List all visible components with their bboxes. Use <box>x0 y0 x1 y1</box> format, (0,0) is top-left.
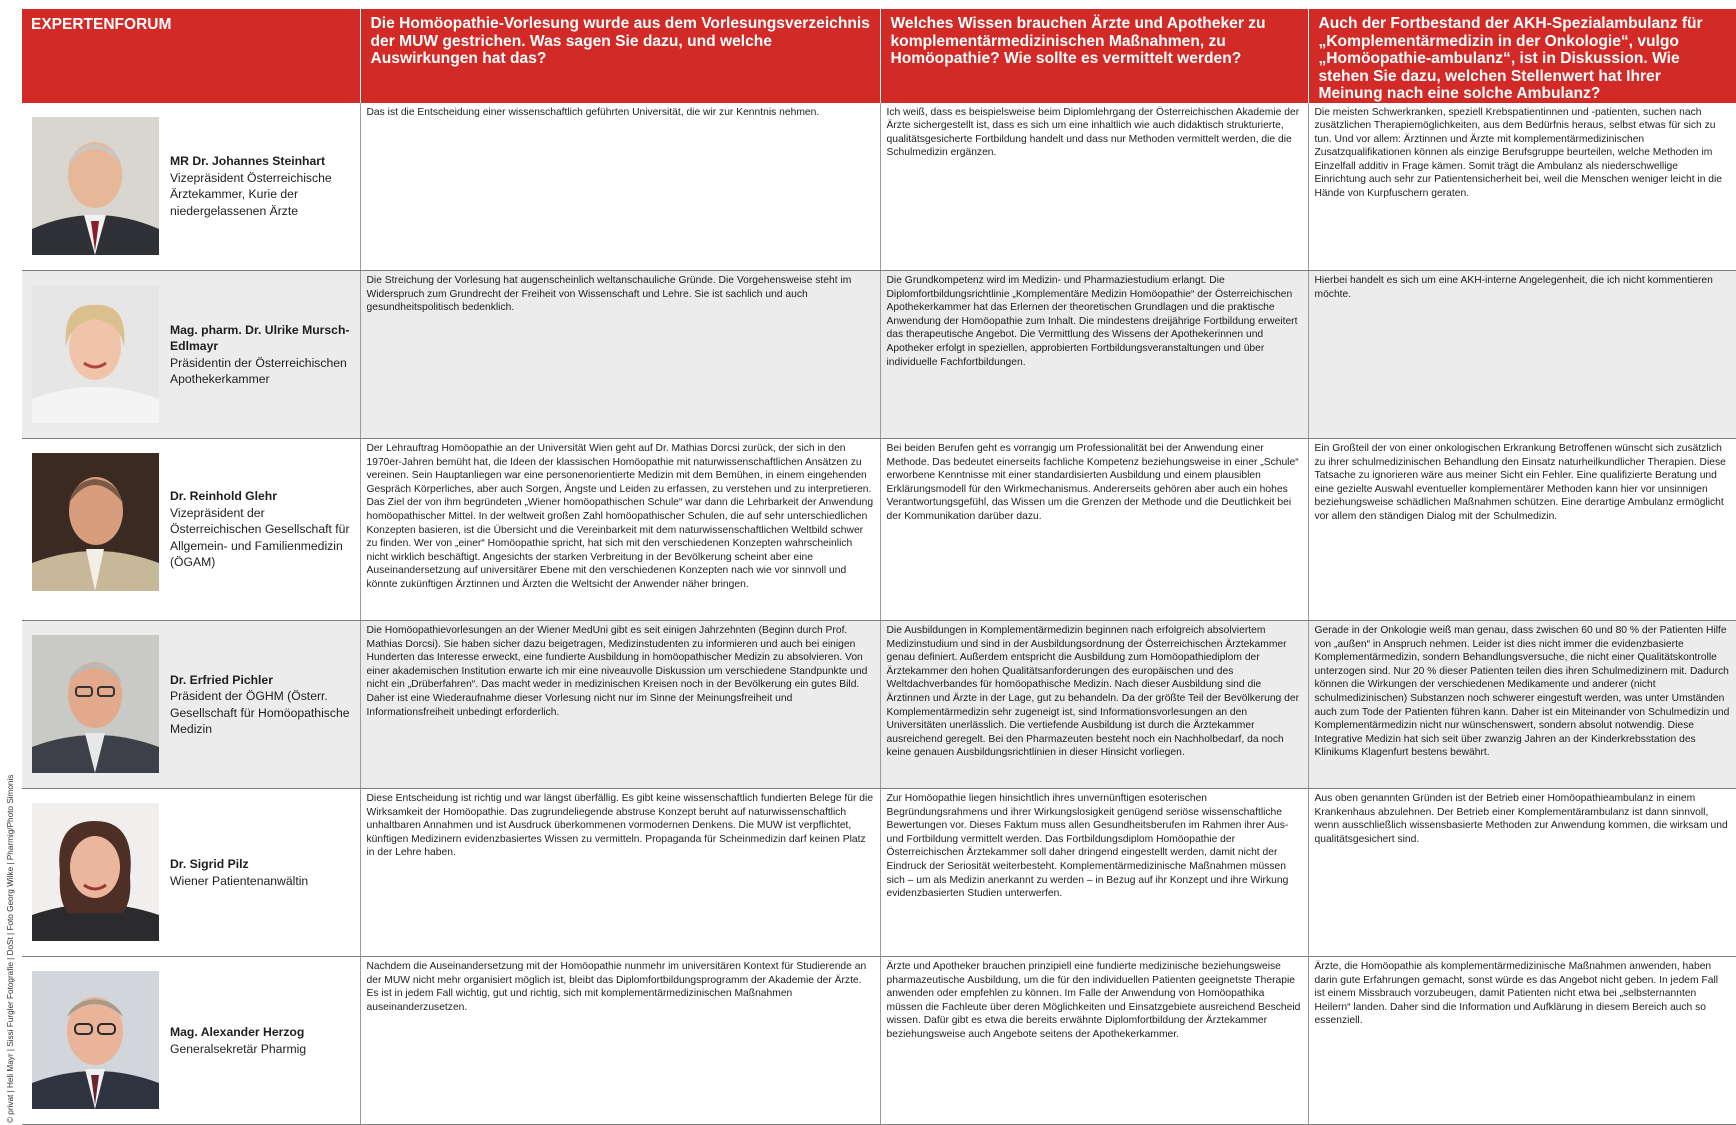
question-1: Die Homöopathie-Vorlesung wurde aus dem Vorlesungsverzeichnis der MUW gestrichen. Was sagen Sie dazu, und welche Auswirkungen hat das? <box>360 9 880 103</box>
answer-cell: Bei beiden Berufen geht es vorrangig um Professionalität bei der Anwendung einer Methode. Das bedeutet einerseits fachliche Kompetenz beziehungsweise in einer „Schule“ erworbene Kenntnisse mit einer standardisierten Ausbildung und einem plausiblen Erklärungsmodell für den Wirkmechanismus. Andererseits gehören aber auch ein hohes Verantwortungsgefühl, das Wissen um die Grenzen der Methode und die Deutlichkeit bei der Kommunikation darüber dazu. <box>880 439 1308 621</box>
answer-cell: Der Lehrauftrag Homöopathie an der Universität Wien geht auf Dr. Mathias Dorcsi zurück, der sich in den 1970er-Jahren bemüht hat, die Ideen der klassischen Homöopathie mit naturwissenschaftlichen Ansätzen zu vereinen. Sein Hauptanliegen war eine personenorientierte Medizin mit dem Bemühen, in einem eingehenden Gespräch Körperliches, aber auch Sorgen, Ängste und Leiden zu erfassen, zu verstehen und zu interpretieren. Das Ziel der von ihm begründeten „Wiener homöopathischen Schule“ war dann die Lehrbarkeit der Anwendung homöopathischer Mittel. In der weltweit großen Zahl homöopathischer Schulen, die auf sehr unterschiedlichen Konzepten basieren, ist die Übersicht und die Vereinbarkeit mit dem naturwissenschaftlichen Weltbild schwer zu finden. Wer von „einer“ Homöopathie spricht, hat sich mit den verschiedenen Konzepten wahrscheinlich nicht wirklich beschäftigt. Angesichts der starken Verbreitung in der Bevölkerung scheint aber eine Auseinandersetzung auf universitärer Ebene mit den verschiedenen Konzepten nach wie vor sinnvoll und könnte zukünftigen Ärztinnen und Ärzten die Weltsicht der Anwender näher bringen. <box>360 439 880 621</box>
expert-photo <box>32 635 159 773</box>
expert-role: Präsidentin der Österreichischen Apothekerkammer <box>170 355 347 386</box>
answer-cell: Die Streichung der Vorlesung hat augenscheinlich weltanschauliche Gründe. Die Vorgehensweise steht im Widerspruch zum Grundrecht der Freiheit von Wissenschaft und Lehre. Sie ist sachlich und auch gesundheitspolitisch bedenklich. <box>360 271 880 439</box>
expert-cell <box>22 271 360 439</box>
forum-title: EXPERTENFORUM <box>22 9 360 103</box>
expert-name: Mag. Alexander Herzog <box>170 1025 305 1039</box>
table-row <box>22 103 1736 271</box>
expert-role: Generalsekretär Pharmig <box>170 1041 307 1056</box>
expert-photo <box>32 453 159 591</box>
answer-cell: Ärzte und Apotheker brauchen prinzipiell eine fundierte medizinische beziehungsweise pharmazeutische Ausbildung, um die für den individuellen Patienten geeignetste Therapie anwenden oder empfehlen zu können. Im Falle der Anwendung von Homöopathika müssen die Fachleute über deren Möglichkeiten und Einsatzgebiete ausreichend Bescheid wissen. Dafür gibt es etwa die bereits erwähnte Diplomfortbildung der Ärztekammer beziehungsweise auch Angebote seitens der Apothekerkammer. <box>880 957 1308 1125</box>
expert-name: Dr. Reinhold Glehr <box>170 489 277 504</box>
answer-cell: Nachdem die Auseinandersetzung mit der Homöopathie nunmehr im universitären Kontext für Studierende an der MUW nicht mehr organisiert möglich ist, bleibt das Diplomfortbildungsprogramm der Akademie der Ärzte. Es ist in jedem Fall wichtig, gut und richtig, sich mit komplementärmedizinischen Maßnahmen auseinanderzusetzen. <box>360 957 880 1125</box>
forum-grid <box>22 9 1736 1125</box>
expert-forum-table <box>22 9 1736 1123</box>
answer-cell: Die Ausbildungen in Komplementärmedizin beginnen nach erfolgreich absolviertem Medizinstudium und sind in der Ausbildungsordnung der Österreichischen Ärztekammer genau definiert. Außerdem entspricht die Ausbildung zum Homöopathiediplom der Ärztekammer den hohen Qualitätsanforderungen des europäischen und des Weltdachverbandes für homöopathische Medizin. Nach dieser Ausbildung sind die Ärztinnen und Ärzte in der Lage, gut zu behandeln. Da der größte Teil der Bevölkerung der Komplementärmedizin sehr zugeneigt ist, sind Informationsvorlesungen an den Universitäten unerlässlich. Die vertiefende Ausbildung ist durch die Ärztekammer ausreichend geregelt. Bei den Pharmazeuten besteht noch ein Nachholbedarf, da noch keine genauen Ausbildungsrichtlinien in dieser Hinsicht vorliegen. <box>880 621 1308 789</box>
expert-role: Vizepräsident der Österreichischen Gesellschaft für Allgemein- und Familienmedizin (ÖGAM) <box>170 505 350 570</box>
expert-cell <box>22 439 360 621</box>
photo-credit <box>0 745 16 1123</box>
table-row <box>22 621 1736 789</box>
expert-cell <box>22 103 360 271</box>
answer-cell: Das ist die Entscheidung einer wissenschaftlich geführten Universität, die wir zur Kenntnis nehmen. <box>360 103 880 271</box>
expert-name: Mag. pharm. Dr. Ulrike Mursch-Edlmayr <box>170 322 350 353</box>
expert-photo <box>32 971 159 1109</box>
header-row <box>22 9 1736 103</box>
question-2: Welches Wissen brauchen Ärzte und Apotheker zu komplementärmedizinischen Maßnahmen, zu Homöopathie? Wie sollte es vermittelt werden? <box>880 9 1308 103</box>
table-row <box>22 957 1736 1125</box>
expert-photo <box>32 285 159 423</box>
answer-cell: Aus oben genannten Gründen ist der Betrieb einer Homöopathieambulanz in einem Krankenhaus abzulehnen. Der Betrieb einer Komplementärambulanz ist dann sinnvoll, wenn ausschließlich wissensbasierte Methoden zur Anwendung kommen, die wirksam und qualitätsgesichert sind. <box>1308 789 1736 957</box>
photo-credit-text: © privat | Heli Mayr | Sissi Furgler Fotografie | DoSt | Foto Georg Wilke | Pharmig/Photo Simonis <box>6 774 15 1123</box>
expert-role: Präsident der ÖGHM (Österr. Gesellschaft für Homöopathische Medizin <box>170 689 350 736</box>
expert-role: Wiener Patientenanwältin <box>170 873 309 888</box>
answer-cell: Hierbei handelt es sich um eine AKH-interne Angelegenheit, die ich nicht kommentieren möchte. <box>1308 271 1736 439</box>
answer-cell: Ärzte, die Homöopathie als komplementärmedizinische Maßnahmen anwenden, haben darin gute Erfahrungen gemacht, sonst würde es das Angebot nicht geben. In jedem Fall ist einem Missbrauch vorzubeugen, damit Patienten nicht etwa bei „selbsternannten Heilern“ landen. Daher sind die Information und Aufklärung in diesem Bereich auch so essenziell. <box>1308 957 1736 1125</box>
expert-cell <box>22 621 360 789</box>
expert-name: Dr. Erfried Pichler <box>170 672 273 687</box>
answer-cell: Gerade in der Onkologie weiß man genau, dass zwischen 60 und 80 % der Patienten Hilfe von „außen“ in Anspruch nehmen. Leider ist dies nicht immer die evidenzbasierte Komplementärmedizin, sondern Behandlungsversuche, die nicht einer Qualitätskontrolle unterzogen sind. Nur 20 % dieser Patienten teilen dies ihren Schulmedizinern mit. Dadurch können die Wirkungen der verschiedenen Medikamente und anderer (nicht schulmedizinischen) Substanzen noch schwerer eingestuft werden, was unter Umständen auch zum Tode der Patienten führen kann. Daher ist ein Miteinander von Schulmedizin und Komplementärmedizin nicht nur wünschenswert, sondern absolut notwendig. Diese Integrative Medizin hat sich seit über zwanzig Jahren an der Kinderkrebsstation des Klinikums Klagenfurt bestens bewährt. <box>1308 621 1736 789</box>
expert-name: Dr. Sigrid Pilz <box>170 857 249 871</box>
expert-role: Vizepräsident Österreichische Ärztekammer, Kurie der niedergelassenen Ärzte <box>170 170 332 218</box>
table-row <box>22 789 1736 957</box>
expert-cell <box>22 957 360 1125</box>
answer-cell: Die Grundkompetenz wird im Medizin- und Pharmaziestudium erlangt. Die Diplomfortbildungsrichtlinie „Komplementäre Medizin Homöopathie“ der Österreichischen Apothekerkammer hat das Erlernen der theoretischen Grundlagen und die praktische Anwendung der Homöopathie zum Inhalt. Die mindestens dreijährige Fortbildung erweitert das therapeutische Angebot. Die Vermittlung des Wissens der Apothekerinnen und Apotheker erfolgt in speziellen, approbierten Fortbildungsveranstaltungen und über individuelle Fachfortbildungen. <box>880 271 1308 439</box>
answer-cell: Die Homöopathievorlesungen an der Wiener MedUni gibt es seit einigen Jahrzehnten (Beginn durch Prof. Mathias Dorcsi). Sie haben sicher dazu beigetragen, Medizinstudenten zu informieren und auch bei einigen Hunderten das Interesse erweckt, eine fundierte Ausbildung in homöopathischer Medizin zu absolvieren. Von einer akademischen Institution erwarte ich mir eine niveauvolle Diskussion um verschiedene Standpunkte und nicht ein „Drüberfahren“. Das macht weder in medizinischen Kreisen noch in der Bevölkerung ein gutes Bild. Daher ist eine Wiederaufnahme dieser Vorlesung nicht nur im Sinne der Meinungsfreiheit und Informationsfreiheit unbedingt erforderlich. <box>360 621 880 789</box>
answer-cell: Ich weiß, dass es beispielsweise beim Diplomlehrgang der Österreichischen Akademie der Ärzte sichergestellt ist, dass es sich um eine inhaltlich wie auch didaktisch strukturierte, qualitätsgesicherte Fortbildung handelt und dass nur Methoden vermittelt werden, die die Schulmedizin ergänzen. <box>880 103 1308 271</box>
question-3: Auch der Fortbestand der AKH-Spezialambulanz für „Komplementärmedizin in der Onkologie“, vulgo „Homöopathie-ambulanz“, ist in Diskussion. Wie stehen Sie dazu, welchen Stellenwert hat Ihrer Meinung nach eine solche Ambulanz? <box>1308 9 1736 103</box>
expert-cell <box>22 789 360 957</box>
expert-name: MR Dr. Johannes Steinhart <box>170 154 326 169</box>
answer-cell: Diese Entscheidung ist richtig und war längst überfällig. Es gibt keine wissenschaftlich fundierten Belege für die Wirksamkeit der Homöopathie. Das zugrundeliegende abstruse Konzept beruht auf naturwissenschaftlich unhaltbaren Annahmen und ist Ausdruck überkommenen vormodernen Denkens. Die MUW ist verpflichtet, künftigen Medizinern evidenzbasiertes Wissen zu vermitteln. Propaganda für Scheinmedizin darf keinen Platz in der Lehre haben. <box>360 789 880 957</box>
answer-cell: Die meisten Schwerkranken, speziell Krebspatientinnen und -patienten, suchen nach zusätzlichen Therapiemöglichkeiten, aus dem Bedürfnis heraus, selbst etwas für sich zu tun. Und vor allem: Ärztinnen und Ärzte mit komplementärmedizinischen Zusatzqualifikationen können als einzige Berufsgruppe beurteilen, welche Methoden im Einzelfall additiv in Frage kämen. Somit trägt die Ambulanz als niederschwellige Einrichtung auch sehr zur Patientensicherheit bei, weil die Menschen weniger leicht in die Hände von Kurpfuschern geraten. <box>1308 103 1736 271</box>
answer-cell: Ein Großteil der von einer onkologischen Erkrankung Betroffenen wünscht sich zusätzlich zu ihrer schulmedizinischen Behandlung den Einsatz naturheilkundlicher Therapien. Diese Tatsache zu ignorieren wäre aus meiner Sicht ein Fehler. Eine qualifizierte Beratung und eine gezielte Auswahl eventueller komplementärer Methoden kann hier vor unsinnigen beziehungsweise schädlichen Maßnahmen schützen. Eine derartige Ambulanz ermöglicht vor allem den ständigen Dialog mit der Schulmedizin. <box>1308 439 1736 621</box>
expert-photo <box>32 117 159 255</box>
answer-cell: Zur Homöopathie liegen hinsichtlich ihres unvernünftigen esoterischen Begründungsrahmens und ihrer Wirkungslosigkeit genügend seriöse wissenschaftliche Bewertungen vor. Dieses Faktum muss allen Gesundheitsberufen im Rahmen ihrer Aus- und Fortbildung vermittelt werden. Das Fortbildungsdiplom Homöopathie der Österreichischen Ärztekammer soll daher dringend eingestellt werden, damit nicht der Eindruck der Seriosität weiterbesteht. Komplementärmedizinische Maßnahmen müssen sich – um als Medizin anerkannt zu werden – in Bezug auf ihr Konzept und ihre Wirkung evidenzbasierten Studien unterwerfen. <box>880 789 1308 957</box>
table-row <box>22 439 1736 621</box>
table-row <box>22 271 1736 439</box>
expert-photo <box>32 803 159 941</box>
